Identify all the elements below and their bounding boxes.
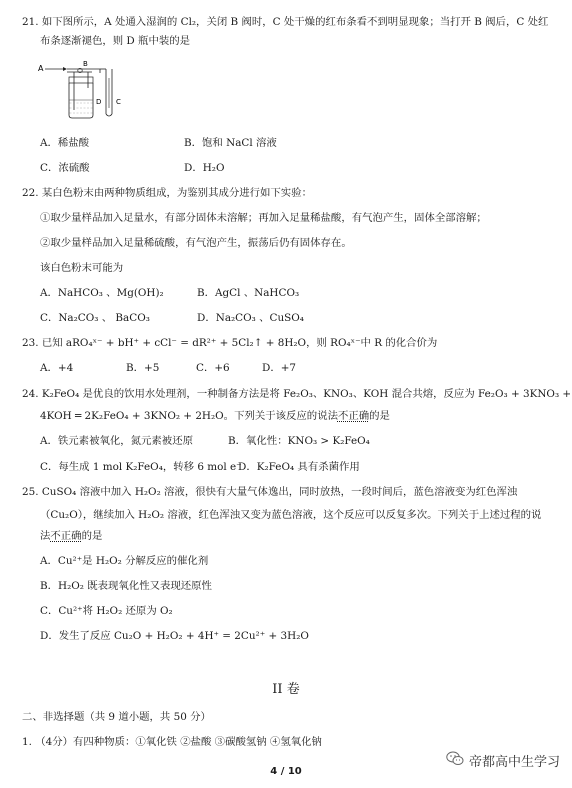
q23-stem-line1: 23. 已知 aRO₄ˣ⁻ + bH⁺ + cCl⁻ = dR²⁺ + 5Cl₂↑ + 8H₂O，则 RO₄ˣ⁻中 R 的化合价为: [22, 337, 438, 349]
q23-option-a: A．+4: [40, 362, 74, 374]
q24-option-a: A．铁元素被氧化，氮元素被还原: [40, 435, 193, 447]
q25-stem-line1: 25. CuSO₄ 溶液中加入 H₂O₂ 溶液，很快有大量气体逸出，同时放热，一段时间后，蓝色溶液变为红色浑浊: [22, 486, 518, 498]
gas-apparatus-diagram: [36, 58, 136, 128]
q21-option-b: B．饱和 NaCl 溶液: [184, 137, 277, 149]
q22-option-d: D．Na₂CO₃ 、CuSO₄: [197, 312, 304, 324]
q25-option-c: C．Cu²⁺将 H₂O₂ 还原为 O₂: [40, 605, 173, 617]
q25-stem-line2: （Cu₂O），继续加入 H₂O₂ 溶液，红色浑浊又变为蓝色溶液，这个反应可以反复多次。下列关于上述过程的说: [40, 509, 542, 521]
q25-stem-line3: 法不正确的是: [40, 530, 103, 542]
section-part-heading: 二、非选择题（共 9 道小题，共 50 分）: [22, 711, 211, 723]
q22-stem-line2: ①取少量样品加入足量水，有部分固体未溶解；再加入足量稀盐酸，有气泡产生，固体全部溶解；: [40, 212, 487, 224]
q21-option-d: D．H₂O: [184, 162, 225, 174]
q23-option-b: B．+5: [126, 362, 160, 374]
q22-stem-line4: 该白色粉末可能为: [40, 262, 124, 274]
q21-stem-line2: 布条逐渐褪色，则 D 瓶中装的是: [40, 35, 191, 47]
q23-option-d: D．+7: [262, 362, 297, 374]
section-title: II 卷: [272, 682, 300, 697]
q25-option-a: A．Cu²⁺是 H₂O₂ 分解反应的催化剂: [40, 555, 209, 567]
q22-option-c: C．Na₂CO₃ 、 BaCO₃: [40, 312, 150, 324]
diagram-label-c: C: [116, 98, 121, 106]
q24-stem-line1: 24. K₂FeO₄ 是优良的饮用水处理剂，一种制备方法是将 Fe₂O₃、KNO₃、KOH 混合共熔，反应为 Fe₂O₃ + 3KNO₃ +: [22, 388, 572, 400]
diagram-label-a: A: [38, 64, 44, 73]
q22-stem-line1: 22. 某白色粉末由两种物质组成，为鉴别其成分进行如下实验：: [22, 187, 312, 199]
q25-option-b: B．H₂O₂ 既表现氧化性又表现还原性: [40, 580, 212, 592]
diagram-label-b: B: [83, 60, 88, 68]
q22-stem-line3: ②取少量样品加入足量稀硫酸，有气泡产生，振荡后仍有固体存在。: [40, 237, 352, 249]
not-correct-emphasis: 不正确: [337, 410, 370, 422]
watermark-text: 帝都高中生学习: [468, 755, 560, 770]
q21-stem-line1: 21. 如下图所示，A 处通入湿润的 Cl₂，关闭 B 阀时，C 处干燥的红布条看不到明显现象；当打开 B 阀后，C 处红: [22, 16, 549, 28]
q24-stem-line2: 4KOH ═ 2K₂FeO₄ + 3KNO₂ + 2H₂O。下列关于该反应的说法不正确的是: [40, 410, 390, 422]
q22-option-b: B．AgCl 、NaHCO₃: [197, 287, 300, 299]
diagram-label-d: D: [96, 98, 102, 106]
q24-option-c: C．每生成 1 mol K₂FeO₄，转移 6 mol e⁻: [40, 461, 242, 473]
q23-option-c: C．+6: [196, 362, 230, 374]
q21-option-a: A．稀盐酸: [40, 137, 90, 149]
not-correct-emphasis: 不正确: [50, 530, 82, 542]
wechat-icon: [446, 751, 464, 770]
q25-option-d: D．发生了反应 Cu₂O + H₂O₂ + 4H⁺ = 2Cu²⁺ + 3H₂O: [40, 630, 309, 642]
watermark: [446, 751, 560, 770]
q24-option-d: D．K₂FeO₄ 具有杀菌作用: [238, 461, 360, 473]
q22-option-a: A．NaHCO₃ 、Mg(OH)₂: [40, 287, 164, 299]
q24-option-b: B．氧化性：KNO₃ > K₂FeO₄: [228, 435, 370, 447]
section-question-1: 1. （4分）有四种物质：①氧化铁 ②盐酸 ③碳酸氢钠 ④氢氧化钠: [22, 736, 322, 748]
q21-option-c: C．浓硫酸: [40, 162, 90, 174]
page-number: 4 / 10: [270, 766, 302, 777]
